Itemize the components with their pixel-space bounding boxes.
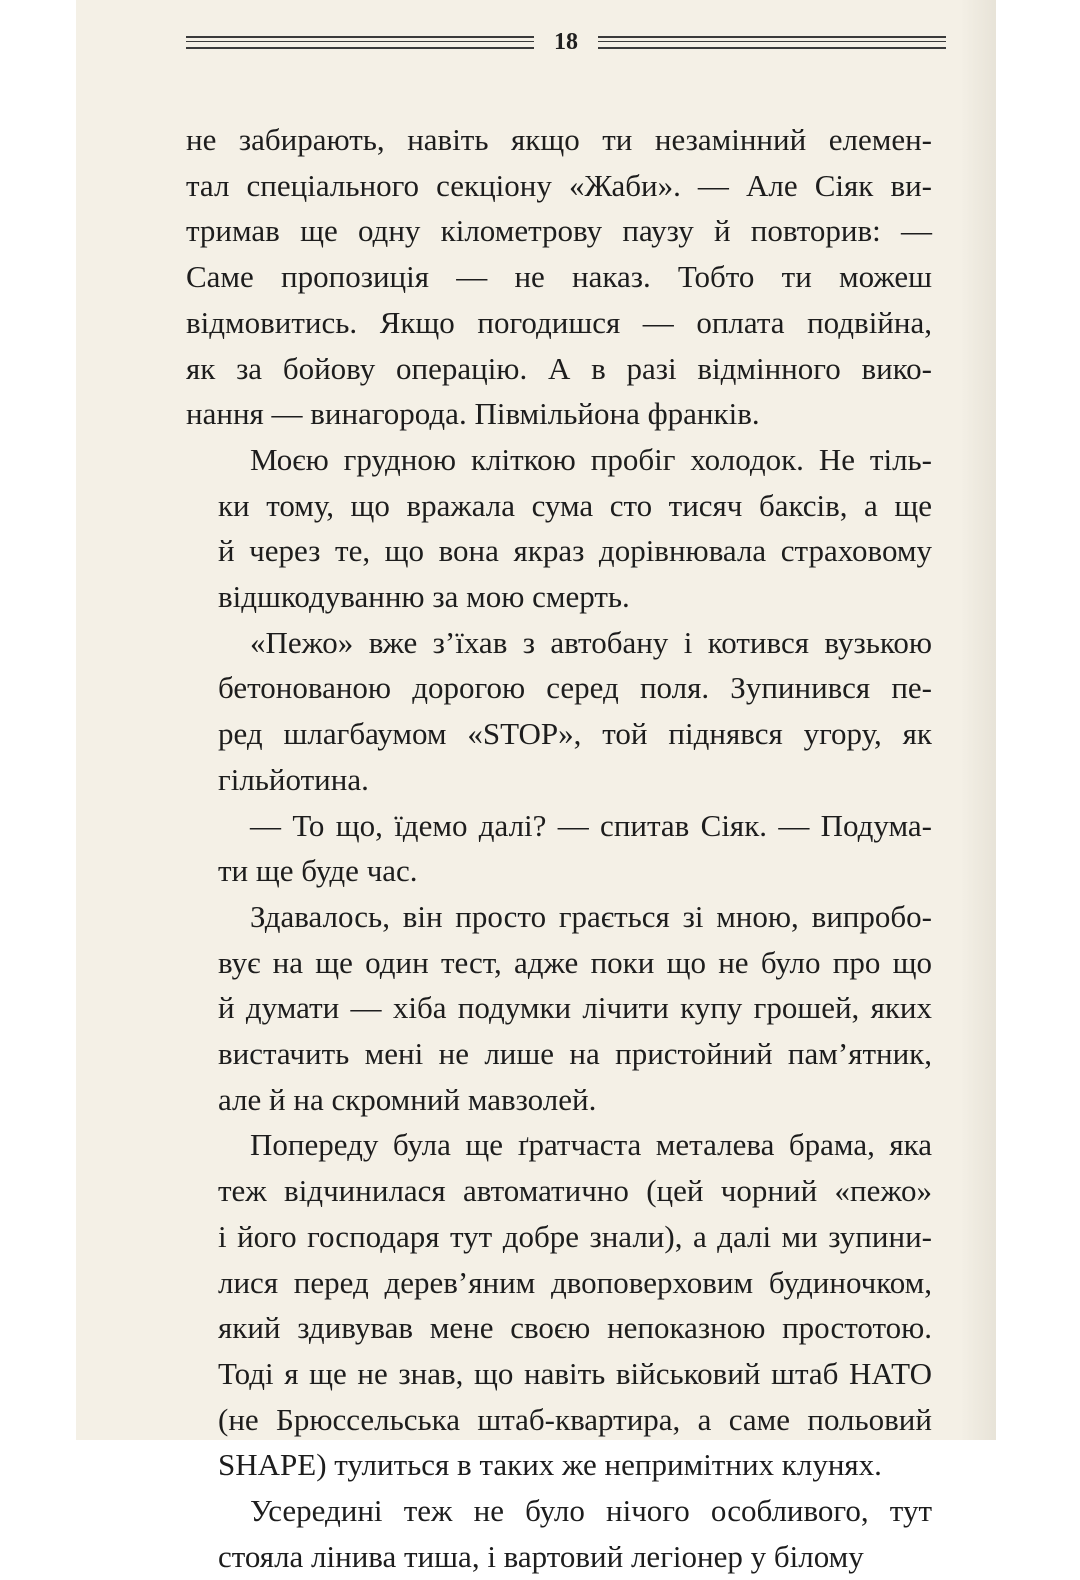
text-line: ки тому, що вражала сума сто тисяч баксів, а ще: [218, 487, 932, 523]
text-line: й через те, що вона якраз дорівнювала страховому: [218, 533, 932, 569]
text-line: Усередині теж не було нічого особливого, тут: [250, 1493, 932, 1529]
text-line: й думати — хіба подумки лічити купу грошей, яких: [218, 990, 932, 1026]
body-text: [186, 117, 932, 1580]
text-line: теж відчинилася автоматично (цей чорний «пежо»: [218, 1173, 932, 1209]
paragraph: [186, 1488, 932, 1579]
text-line: лися перед дерев’яним двоповерховим будиночком,: [218, 1264, 932, 1300]
text-line: (не Брюссельська штаб-квартира, а саме польовий: [218, 1401, 932, 1437]
text-line: як за бойову операцію. А в разі відмінного вико-: [186, 350, 932, 386]
page-header: [186, 24, 946, 60]
text-line: стояла лінива тиша, і вартовий легіонер у білому: [218, 1538, 864, 1574]
text-line: ред шлагбаумом «STOP», той піднявся угору, як: [218, 716, 932, 752]
text-line: «Пежо» вже з’їхав з автобану і котився вузькою: [250, 624, 932, 660]
book-page: [76, 0, 996, 1574]
text-line: Тоді я ще не знав, що навіть військовий штаб НАТО: [218, 1355, 932, 1391]
text-line: тал спеціального секціону «Жаби». — Але Сіяк ви-: [186, 167, 932, 203]
text-line: відмовитись. Якщо погодишся — оплата подвійна,: [186, 304, 932, 340]
text-line: SHAPE) тулиться в таких же непримітних клунях.: [218, 1447, 882, 1483]
paragraph: [186, 803, 932, 894]
text-line: Попереду була ще ґратчаста металева брама, яка: [250, 1127, 932, 1163]
paragraph: [186, 437, 932, 620]
text-line: — То що, їдемо далі? — спитав Сіяк. — Подума-: [250, 807, 932, 843]
text-line: гільйотина.: [218, 761, 369, 797]
header-rule-right: [598, 36, 946, 49]
text-line: але й на скромний мавзолей.: [218, 1081, 597, 1117]
text-line: і його господаря тут добре знали), а далі ми зупини-: [218, 1218, 932, 1254]
header-rule-left: [186, 36, 534, 49]
text-line: Здавалось, він просто грається зі мною, випробо-: [250, 898, 932, 934]
text-line: Саме пропозиція — не наказ. Тобто ти можеш: [186, 259, 932, 295]
text-line: бетонованою дорогою серед поля. Зупинився пе-: [218, 670, 932, 706]
text-line: вистачить мені не лише на пристойний пам’ятник,: [218, 1036, 932, 1072]
text-line: нання — винагорода. Півмільйона франків.: [186, 396, 760, 432]
paragraph: [186, 894, 932, 1123]
text-line: не забирають, навіть якщо ти незамінний елемен-: [186, 122, 932, 157]
text-line: відшкодуванню за мою смерть.: [218, 579, 630, 615]
paragraph: [186, 117, 932, 437]
text-line: ти ще буде час.: [218, 853, 418, 889]
text-line: Моєю грудною кліткою пробіг холодок. Не тіль-: [250, 441, 932, 477]
page-number: 18: [554, 29, 578, 55]
text-line: який здивував мене своєю непоказною простотою.: [218, 1310, 932, 1346]
paragraph: [186, 620, 932, 803]
text-line: вує на ще один тест, адже поки що не було про що: [218, 944, 932, 980]
paragraph: [186, 1122, 932, 1488]
text-line: тримав ще одну кілометрову паузу й повторив: —: [186, 213, 932, 249]
